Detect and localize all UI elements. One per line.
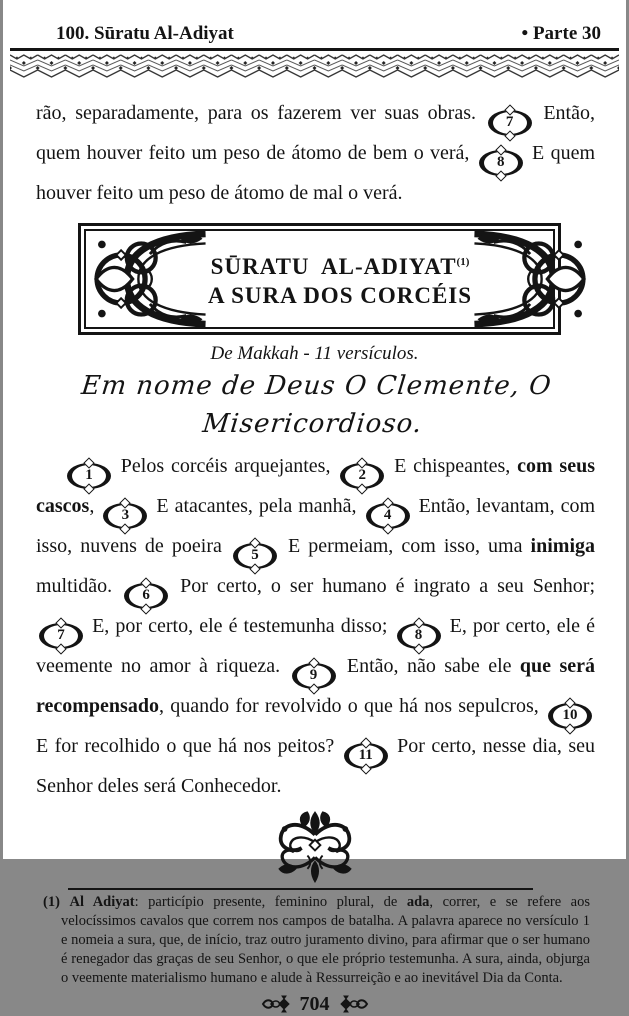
emphasis-text: Al Adiyat <box>69 894 135 910</box>
page-number: 704 <box>299 993 330 1015</box>
verse-number: 7 <box>505 114 514 130</box>
arabesque-knot-left-icon <box>86 231 208 327</box>
verse-number-badge <box>103 503 147 529</box>
verse-number-badge <box>488 110 532 136</box>
verse-number-badge <box>366 503 410 529</box>
sura-title-translated: A SURA DOS CORCÉIS <box>208 283 473 308</box>
verse-number-badge <box>548 703 592 729</box>
verse-number-badge <box>397 623 441 649</box>
emphasis-text: que será recompensado <box>36 655 595 717</box>
emphasis-text: inimiga <box>530 535 595 557</box>
header-border <box>10 48 619 78</box>
page-number-row <box>3 992 626 1016</box>
emphasis-text: ada <box>406 894 430 910</box>
verse-number-badge <box>292 663 336 689</box>
verse-number: 9 <box>309 667 318 683</box>
sura-title-box <box>78 223 561 335</box>
sura-title-panel <box>208 231 472 327</box>
footnote-text <box>43 893 590 988</box>
lace-border-icon <box>10 53 619 78</box>
sura-title-transliterated <box>211 248 470 281</box>
verse-number-badge <box>124 583 168 609</box>
verse-number-badge <box>340 463 384 489</box>
emphasis-text: com seus cascos <box>36 455 596 517</box>
bismillah-line: Em nome de Deus O Clemente, O Misericordioso. <box>79 371 554 439</box>
verse-number: 10 <box>562 707 578 723</box>
verse-number-badge <box>344 743 388 769</box>
sura-title-box-frame <box>84 229 555 329</box>
running-header <box>3 24 626 44</box>
continuation-paragraph: rão, separadamente, para os fazerem ver suas obras. 7 Então, quem houver feito um peso de átomo de bem o verá, 8 E quem houver feito um peso de átomo de mal o verá. <box>36 102 596 204</box>
verses-paragraph: 1 Pelos corcéis arquejantes, 2 E chispeantes, com seus cascos, 3 E atacantes, pela manhã, 4 Então, levantam, com isso, nuvens de poeira 5 E permeiam, com isso, uma inimiga multidão. 6 Por certo, o ser humano é ingrato a seu Senhor; 7 E, por certo, ele é testemunha disso; 8 E, por certo, ele é veemente no amor à riqueza. 9 Então, não sabe ele que será recompensado, quando for revolvido o que há nos sepulcros, 10 E for recolhido o que há nos peitos? 11 Por certo, nesse dia, seu Senhor deles será Conhecedor. <box>36 455 596 797</box>
verse-number: 6 <box>142 587 150 603</box>
verse-number-badge <box>67 463 111 489</box>
verse-number-badge <box>233 543 277 569</box>
verse-number: 7 <box>57 627 65 643</box>
verse-number: 1 <box>85 467 93 483</box>
header-sura-title: 100. Sūratu Al-Adiyat <box>56 23 234 44</box>
footnote-reference: (1) <box>456 256 470 268</box>
verse-number: 8 <box>414 627 423 643</box>
header-part-label: • Parte 30 <box>521 23 601 44</box>
verse-number: 5 <box>251 547 259 563</box>
verse-number-badge <box>39 623 83 649</box>
verse-number-badge <box>479 150 523 176</box>
header-rule <box>10 48 619 51</box>
sura-title-text: SŪRATU AL-ADIYAT <box>210 254 457 279</box>
verse-number: 4 <box>383 507 392 523</box>
footnote-body: Al Adiyat: particípio presente, feminino plural, de ada, correr, e se refere aos velocíssimos cavalos que correm nos campos de batalha. A palavra aparece no versículo 1 e nomeia a sura, que, de início, traz outro juramento divino, para afirmar que o ser humano é renegador das graças de seu Senhor, o que ele próprio testemunha. A sura, ainda, objurga o veemente materialismo humano e alude à Ressurreição e ao inevitável Dia da Conta. <box>61 894 591 986</box>
verse-number: 8 <box>497 154 505 170</box>
verse-number: 3 <box>121 507 130 523</box>
footnote-marker: (1) <box>43 894 60 910</box>
closing-ornament-icon <box>267 810 363 884</box>
page-fleuron-right-icon <box>339 995 369 1013</box>
verse-number: 11 <box>358 747 373 763</box>
book-page <box>3 0 626 1015</box>
arabesque-knot-right-icon <box>472 231 594 327</box>
footnote-separator <box>68 888 533 890</box>
origin-line: De Makkah - 11 versículos. <box>210 343 419 364</box>
verse-number: 2 <box>358 467 367 483</box>
page-fleuron-left-icon <box>261 995 291 1013</box>
